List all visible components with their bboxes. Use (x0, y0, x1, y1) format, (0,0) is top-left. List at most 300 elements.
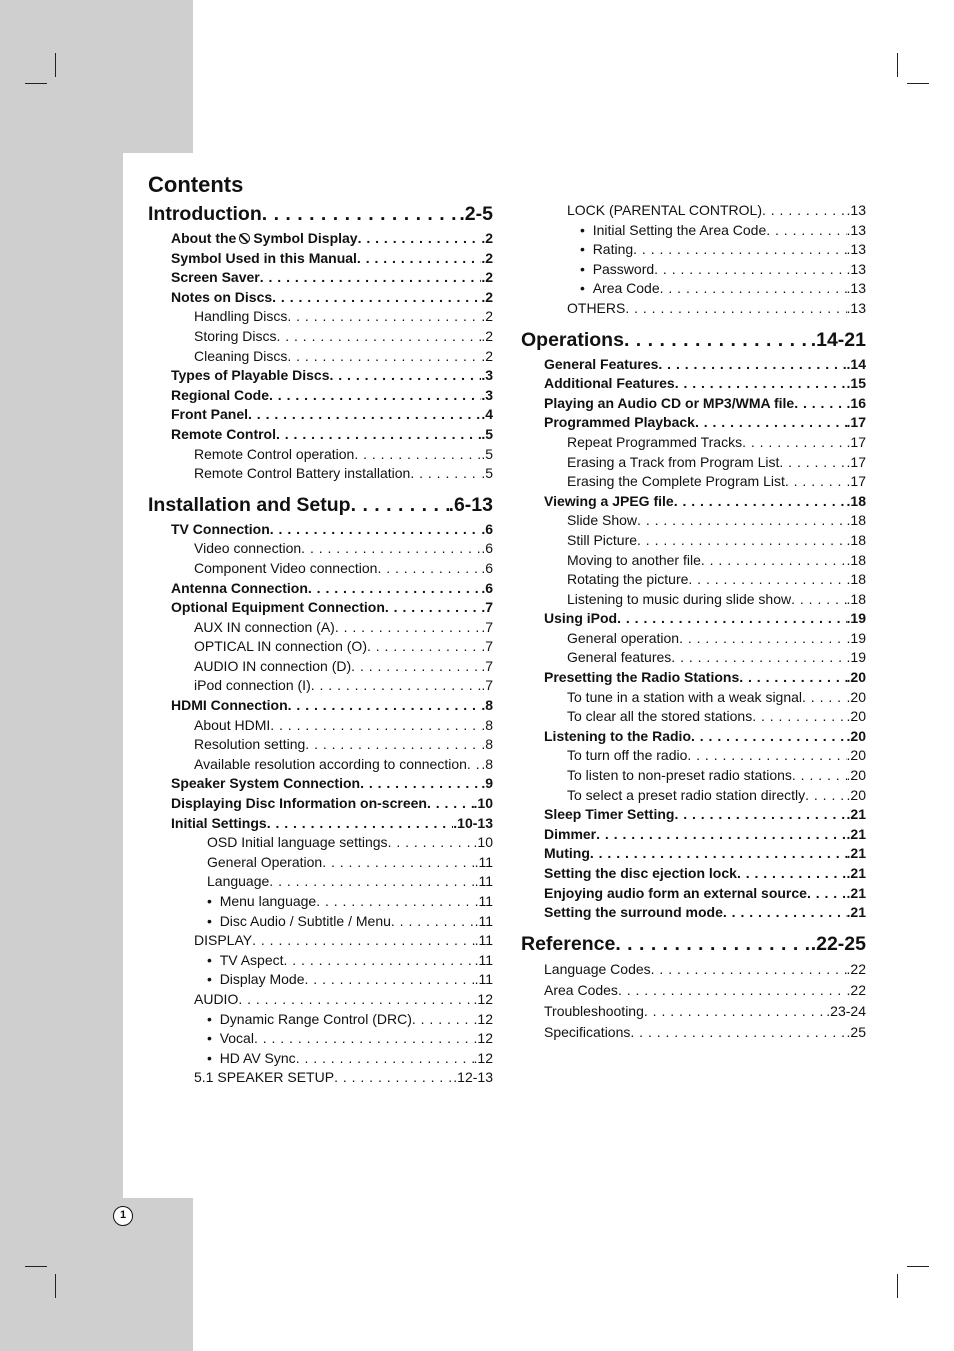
toc-entry-label: Language (207, 873, 270, 890)
toc-entry-label: LOCK (PARENTAL CONTROL) (567, 202, 762, 218)
toc-page-number: .7 (481, 599, 493, 616)
dot-leader (807, 884, 847, 904)
dot-leader (679, 629, 846, 649)
dot-leader (590, 844, 847, 864)
toc-page-number: .3 (481, 367, 493, 384)
toc-page-number: .7 (481, 677, 493, 694)
toc-page-number: .13 (846, 299, 866, 316)
toc-entry (521, 609, 866, 629)
toc-entry (521, 240, 866, 260)
crop-mark (897, 1274, 898, 1298)
toc-entry (521, 766, 866, 786)
toc-entry-label: OPTICAL IN connection (O) (194, 638, 367, 655)
toc-entry-label: Remote Control (171, 425, 276, 442)
toc-page-number: .8 (481, 716, 493, 733)
toc-page-number: .23-24 (826, 1002, 866, 1019)
toc-entry (148, 1010, 493, 1030)
dot-leader (427, 794, 474, 814)
page-margin-left (0, 153, 123, 1198)
dot-leader (802, 688, 847, 708)
dot-leader (723, 903, 847, 923)
dot-leader (625, 299, 846, 319)
dot-leader (269, 386, 481, 406)
toc-entry-label: OSD Initial language settings (207, 834, 388, 851)
toc-entry (148, 464, 493, 484)
toc-page-number: .12 (473, 1010, 493, 1027)
toc-entry-label: • Display Mode (207, 970, 305, 990)
toc-page-number: .18 (846, 571, 866, 588)
toc-entry (148, 327, 493, 347)
toc-page-number: .4 (481, 406, 493, 423)
dot-leader (596, 825, 846, 845)
toc-entry (148, 735, 493, 755)
toc-entry-label: HDMI Connection (171, 697, 288, 714)
toc-entry (521, 903, 866, 923)
toc-entry-label: Enjoying audio form an external source (544, 884, 807, 901)
toc-page-number: .10 (473, 795, 493, 812)
toc-page-number: .20 (846, 708, 866, 725)
dot-leader (248, 405, 481, 425)
toc-page-number: .14 (846, 355, 866, 372)
toc-entry-label: Sleep Timer Setting (544, 806, 675, 823)
toc-entry-label: Using iPod (544, 610, 618, 627)
toc-entry-label: • Initial Setting the Area Code (580, 221, 766, 241)
toc-page-number: .8 (481, 697, 493, 714)
toc-entry-label: Setting the disc ejection lock (544, 865, 737, 881)
no-entry-icon (239, 233, 250, 244)
crop-mark (55, 53, 56, 77)
toc-section-label: Installation and Setup (148, 493, 351, 516)
toc-page-number: .10 (473, 834, 493, 851)
toc-entry (148, 657, 493, 677)
toc-page-number: .10-13 (453, 814, 493, 831)
dot-leader (262, 203, 460, 225)
toc-entry (148, 249, 493, 269)
toc-page-number: .11 (474, 932, 493, 949)
toc-entry-label: Speaker System Connection (171, 775, 361, 792)
dot-leader (252, 931, 474, 951)
toc-entry-label: Screen Saver (171, 269, 260, 286)
dot-leader (791, 590, 846, 610)
dot-leader (737, 864, 847, 884)
toc-entry-label: Remote Control operation (194, 445, 355, 462)
dot-leader (467, 755, 481, 775)
toc-entry (521, 201, 866, 221)
toc-page-number: .13 (846, 241, 866, 258)
toc-page-number: .7 (481, 638, 493, 655)
toc-page-number: .11 (474, 873, 493, 890)
toc-entry-label: To clear all the stored stations (567, 708, 753, 725)
toc-entry-label: TV Connection (171, 520, 270, 537)
toc-page-number: .20 (846, 747, 866, 764)
dot-leader (633, 240, 846, 260)
toc-page-number: .22-25 (810, 932, 866, 955)
dot-leader (288, 696, 482, 716)
toc-entry (521, 825, 866, 845)
toc-entry (521, 668, 866, 688)
dot-leader (335, 618, 481, 638)
toc-entry (521, 746, 866, 766)
toc-entry-label: Viewing a JPEG file (544, 492, 674, 509)
toc-entry (521, 299, 866, 319)
toc-entry (148, 1068, 493, 1088)
toc-entry-label: 5.1 SPEAKER SETUP (194, 1069, 335, 1086)
toc-entry (148, 1029, 493, 1049)
toc-entry-label: iPod connection (I) (194, 677, 311, 694)
toc-entry (521, 279, 866, 299)
toc-page-number: .8 (481, 755, 493, 772)
toc-page-number: .6 (481, 520, 493, 537)
dot-leader (260, 268, 482, 288)
dot-leader (316, 892, 474, 912)
toc-entry (148, 288, 493, 308)
toc-entry-label: Resolution setting (194, 736, 306, 753)
toc-page-number: .16 (846, 394, 866, 411)
toc-page-number: .21 (846, 825, 866, 842)
page-margin-bottom (0, 1198, 193, 1351)
toc-entry (148, 872, 493, 892)
toc-page-number: .20 (846, 727, 866, 744)
toc-page-number: .2 (481, 269, 493, 286)
toc-entry-label: Component Video connection (194, 559, 378, 576)
toc-page-number: .13 (846, 280, 866, 297)
toc-entry (148, 347, 493, 367)
dot-leader (658, 355, 846, 375)
toc-entry-label: • Dynamic Range Control (DRC) (207, 1010, 412, 1030)
toc-entry (148, 774, 493, 794)
toc-entry (148, 794, 493, 814)
toc-left-column (148, 203, 493, 1088)
dot-leader (785, 472, 847, 492)
toc-page-number: .19 (846, 610, 866, 627)
dot-leader (351, 657, 481, 677)
toc-entry-label: • TV Aspect (207, 951, 284, 971)
toc-page-number: .20 (846, 767, 866, 784)
toc-entry (148, 559, 493, 579)
toc-entry-label: Storing Discs (194, 327, 277, 344)
toc-entry (521, 551, 866, 571)
toc-entry-label: • Disc Audio / Subtitle / Menu (207, 912, 391, 932)
toc-page-number: .18 (846, 590, 866, 607)
toc-entry-label: Types of Playable Discs (171, 367, 330, 384)
toc-page-number: .2-5 (459, 203, 493, 225)
dot-leader (267, 814, 454, 834)
toc-page-number: .21 (846, 884, 866, 901)
toc-page-number: .17 (846, 414, 866, 431)
toc-page-number: .19 (846, 649, 866, 666)
dot-leader (675, 374, 847, 394)
toc-entry-label: Setting the surround mode (544, 904, 723, 921)
toc-entry-label: To select a preset radio station directly (567, 786, 806, 803)
toc-page-number: .2 (481, 249, 493, 266)
toc-entry-label: AUDIO (194, 990, 239, 1007)
toc-entry-label: Front Panel (171, 406, 249, 423)
toc-entry-label: • Area Code (580, 279, 660, 299)
toc-entry (148, 539, 493, 559)
toc-entry (148, 814, 493, 834)
toc-entry-label: AUDIO IN connection (D) (194, 657, 352, 674)
dot-leader (334, 1068, 453, 1088)
crop-mark (897, 53, 898, 77)
toc-section (148, 203, 493, 225)
dot-leader (615, 933, 810, 955)
dot-leader (287, 307, 481, 327)
toc-entry-label: Dimmer (544, 825, 597, 842)
toc-entry-label: Optional Equipment Connection (171, 599, 385, 616)
toc-entry (148, 579, 493, 599)
toc-entry (148, 755, 493, 775)
dot-leader (329, 366, 481, 386)
page-title: Contents (148, 172, 244, 197)
toc-entry-label: • Menu language (207, 892, 316, 912)
crop-mark (55, 1274, 56, 1298)
dot-leader (630, 1022, 846, 1043)
toc-entry-label: Available resolution according to connection (194, 755, 467, 772)
toc-entry (148, 970, 493, 990)
dot-leader (701, 551, 847, 571)
dot-leader (388, 833, 474, 853)
toc-page-number: .5 (481, 425, 493, 442)
dot-leader (617, 609, 846, 629)
dot-leader (671, 648, 846, 668)
toc-page-number: .21 (846, 806, 866, 823)
toc-entry-label: Video connection (194, 540, 302, 557)
dot-leader (377, 559, 481, 579)
toc-entry (148, 229, 493, 249)
dot-leader (296, 1049, 474, 1069)
toc-entry-label: OTHERS (567, 299, 626, 316)
toc-entry (148, 307, 493, 327)
crop-mark (25, 1266, 47, 1267)
dot-leader (254, 1029, 474, 1049)
dot-leader (654, 260, 846, 280)
dot-leader (794, 394, 846, 414)
toc-page-number: .17 (846, 453, 866, 470)
toc-entry (521, 221, 866, 241)
toc-page-number: .21 (846, 845, 866, 862)
toc-page-number: .5 (481, 465, 493, 482)
toc-entry-label: Moving to another file (567, 551, 701, 568)
toc-entry (521, 707, 866, 727)
toc-page-number: .8 (481, 736, 493, 753)
toc-page-number: .6 (481, 579, 493, 596)
dot-leader (287, 347, 481, 367)
toc-page-number: .12 (473, 1049, 493, 1066)
toc-entry (148, 268, 493, 288)
toc-entry-label: Erasing a Track from Program List (567, 453, 780, 470)
dot-leader (305, 970, 475, 990)
toc-page-number: .22 (846, 981, 866, 998)
toc-entry (521, 433, 866, 453)
dot-leader (360, 774, 481, 794)
dot-leader (354, 445, 481, 465)
toc-page-number: .13 (846, 202, 866, 218)
toc-entry (148, 716, 493, 736)
toc-entry-label: Language Codes (544, 960, 651, 977)
toc-page-number: .6 (481, 540, 493, 557)
toc-entry-label: Still Picture (567, 531, 638, 548)
toc-entry (521, 884, 866, 904)
dot-leader (269, 872, 474, 892)
toc-entry-label: Cleaning Discs (194, 347, 288, 364)
toc-entry-label: Troubleshooting (544, 1002, 644, 1019)
toc-entry (521, 570, 866, 590)
dot-leader (752, 707, 846, 727)
toc-page-number: .15 (846, 375, 866, 392)
toc-entry-label: Specifications (544, 1023, 631, 1040)
toc-entry (148, 445, 493, 465)
toc-page-number: .11 (474, 951, 493, 968)
dot-leader (691, 727, 847, 747)
toc-page-number: .25 (846, 1023, 866, 1040)
toc-entry (148, 637, 493, 657)
toc-page-number: .21 (846, 865, 866, 881)
toc-entry (521, 374, 866, 394)
dot-leader (391, 912, 475, 932)
toc-page-number: .13 (846, 260, 866, 277)
dot-leader (308, 579, 481, 599)
crop-mark (907, 1266, 929, 1267)
page-number: 1 (113, 1206, 133, 1226)
toc-page-number: .6-13 (448, 493, 493, 516)
toc-page-number: .2 (481, 288, 493, 305)
dot-leader (779, 453, 846, 473)
toc-page-number: .2 (481, 327, 493, 344)
toc-page-number: .22 (846, 960, 866, 977)
dot-leader (687, 746, 846, 766)
toc-entry-label: AUX IN connection (A) (194, 618, 335, 635)
toc-entry (148, 618, 493, 638)
page-margin-top (0, 0, 193, 153)
dot-leader (270, 520, 482, 540)
toc-section-label: Operations (521, 328, 624, 351)
toc-entry-label (171, 229, 358, 249)
toc-section-label: Reference (521, 932, 616, 955)
toc-entry-label: Listening to music during slide show (567, 590, 792, 607)
dot-leader (792, 766, 847, 786)
dot-leader (276, 327, 481, 347)
toc-entry (148, 366, 493, 386)
toc-page-number: .7 (481, 657, 493, 674)
dot-leader (618, 980, 847, 1001)
toc-page-number: .17 (846, 433, 866, 450)
toc-entry-label: To tune in a station with a weak signal (567, 688, 803, 705)
toc-page-number: .11 (474, 912, 493, 929)
toc-entry (521, 531, 866, 551)
toc-entry (521, 980, 866, 1001)
toc-page-number: .13 (846, 221, 866, 238)
toc-entry-label: General Features (544, 355, 659, 372)
toc-entry (148, 951, 493, 971)
toc-page-number: .18 (846, 531, 866, 548)
toc-entry (148, 405, 493, 425)
toc-entry (148, 520, 493, 540)
toc-entry (148, 833, 493, 853)
toc-entry (148, 425, 493, 445)
dot-leader (674, 492, 847, 512)
toc-entry-label: Handling Discs (194, 308, 288, 325)
toc-entry (521, 492, 866, 512)
toc-page-number: .2 (481, 230, 493, 246)
toc-entry-label: Muting (544, 845, 590, 862)
toc-page-number: .11 (474, 893, 493, 909)
toc-entry (148, 598, 493, 618)
toc-entry-label-prefix: About the (171, 230, 237, 246)
toc-entry (148, 676, 493, 696)
toc-entry (521, 590, 866, 610)
toc-page-number: .17 (846, 473, 866, 490)
toc-entry-label: Displaying Disc Information on-screen (171, 795, 427, 812)
toc-entry (521, 727, 866, 747)
toc-entry-label: Rotating the picture (567, 571, 689, 588)
toc-entry-label: Symbol Used in this Manual (171, 249, 357, 266)
toc-page-number: .11 (474, 853, 493, 870)
toc-entry-label: Additional Features (544, 375, 675, 392)
toc-entry-label: Listening to the Radio (544, 727, 691, 744)
dot-leader (637, 531, 847, 551)
toc-entry (148, 892, 493, 912)
toc-entry (148, 853, 493, 873)
toc-page-number: .2 (481, 308, 493, 325)
toc-entry (521, 472, 866, 492)
toc-page-number: .19 (846, 629, 866, 646)
toc-page-number: .14-21 (810, 328, 866, 351)
toc-entry (148, 1049, 493, 1069)
dot-leader (742, 433, 846, 453)
dot-leader (651, 959, 847, 980)
dot-leader (270, 716, 481, 736)
toc-entry (521, 629, 866, 649)
toc-entry (521, 413, 866, 433)
toc-section (521, 329, 866, 351)
crop-mark (907, 83, 929, 84)
toc-section (521, 933, 866, 955)
toc-entry (148, 990, 493, 1010)
dot-leader (660, 279, 847, 299)
dot-leader (695, 413, 847, 433)
toc-entry-label: • Vocal (207, 1029, 254, 1049)
toc-page-number: .6 (481, 559, 493, 576)
dot-leader (412, 1010, 474, 1030)
toc-page-number: .11 (474, 971, 493, 988)
toc-page-number: .12 (473, 1030, 493, 1047)
dot-leader (357, 249, 481, 269)
toc-entry (521, 355, 866, 375)
toc-entry-label: Antenna Connection (171, 579, 308, 596)
toc-entry-label: • Rating (580, 240, 633, 260)
toc-entry (148, 931, 493, 951)
toc-entry-label: • Password (580, 260, 654, 280)
toc-entry (521, 844, 866, 864)
dot-leader (805, 786, 846, 806)
dot-leader (688, 570, 846, 590)
dot-leader (674, 805, 846, 825)
toc-page-number: .18 (846, 512, 866, 529)
toc-page-number: .5 (481, 445, 493, 462)
toc-entry-label: Programmed Playback (544, 414, 695, 431)
toc-page-number: .20 (846, 786, 866, 803)
dot-leader (739, 668, 846, 688)
toc-entry-label: Notes on Discs (171, 288, 273, 305)
dot-leader (284, 951, 475, 971)
toc-entry-label: DISPLAY (194, 932, 253, 949)
toc-page-number: .20 (846, 669, 866, 686)
toc-entry-label: Remote Control Battery installation (194, 465, 411, 482)
toc-entry-label: General operation (567, 629, 680, 646)
toc-entry-label: Initial Settings (171, 814, 267, 831)
toc-entry-label: Slide Show (567, 512, 638, 529)
toc-page-number: .7 (481, 618, 493, 635)
